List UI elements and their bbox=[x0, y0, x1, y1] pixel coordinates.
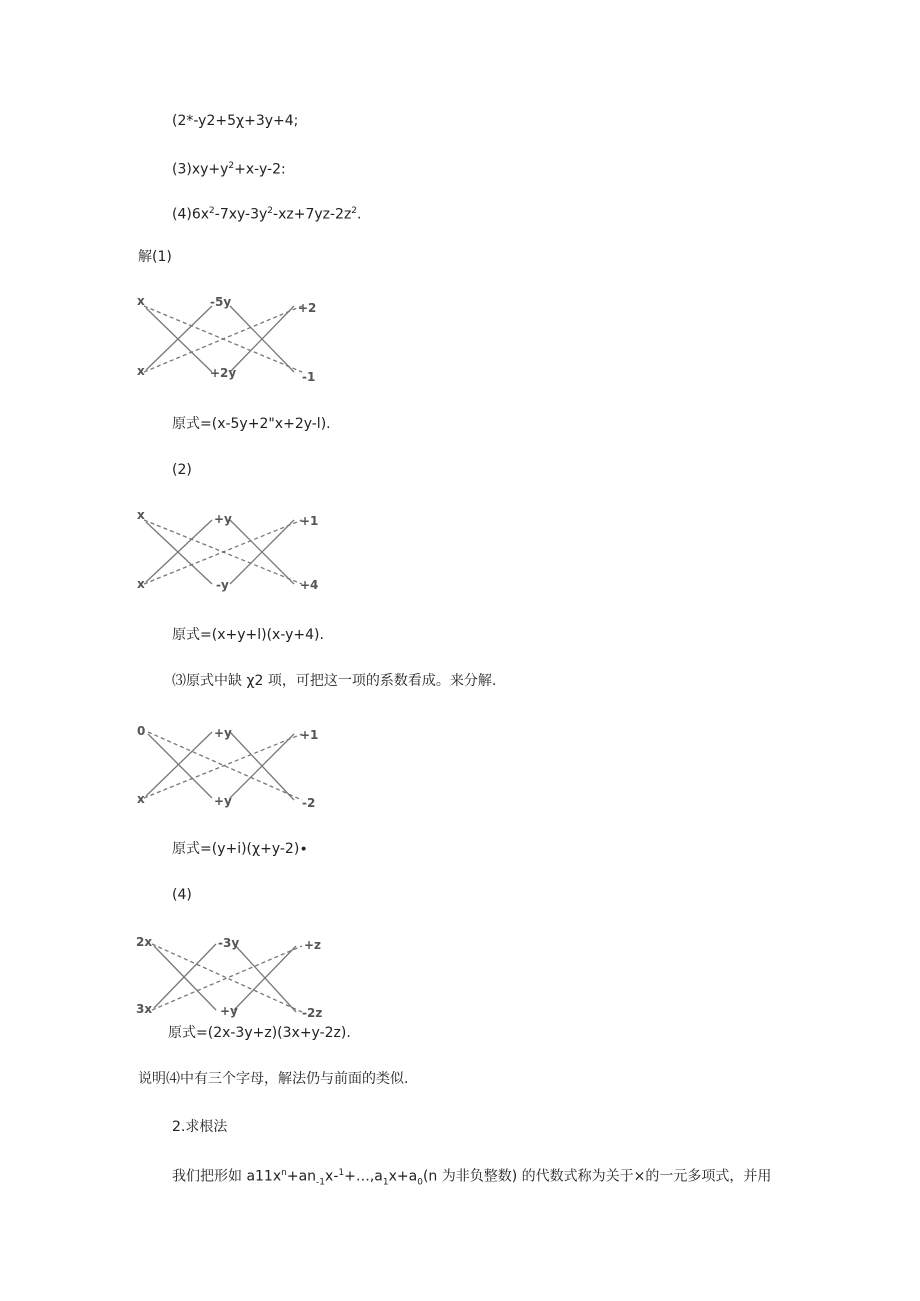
exponent: 2 bbox=[209, 206, 215, 216]
paragraph-line bbox=[172, 1164, 771, 1191]
equation-text: . bbox=[357, 206, 362, 223]
diagram-label-top-left: 0 bbox=[137, 724, 146, 738]
diagram-label-bottom-middle: +2y bbox=[210, 366, 237, 380]
diagram-label-bottom-middle: +y bbox=[220, 1004, 238, 1018]
diagram-label-bottom-right: -1 bbox=[302, 370, 316, 384]
result-line-1: 原式=(x-5y+2"x+2y-l). bbox=[172, 416, 331, 432]
solution-label-4: (4) bbox=[172, 887, 192, 903]
subscript: 0 bbox=[417, 1177, 423, 1188]
paragraph-text: 我们把形如 a11x bbox=[172, 1168, 282, 1185]
cross-diagram-1 bbox=[134, 292, 324, 387]
diagram-label-bottom-right: -2 bbox=[302, 796, 316, 810]
paragraph-text: +an bbox=[286, 1168, 317, 1185]
paragraph-text: x+a bbox=[388, 1168, 418, 1185]
equation-line-3 bbox=[172, 157, 286, 179]
diagram-label-bottom-middle: +y bbox=[214, 794, 232, 808]
result-line-4: 原式=(2x-3y+z)(3x+y-2z). bbox=[168, 1025, 351, 1041]
diagram-label-top-middle: -5y bbox=[210, 295, 232, 309]
exponent: 2 bbox=[267, 206, 274, 216]
equation-text: (3)xy+y bbox=[172, 161, 229, 178]
equation-line-2 bbox=[172, 112, 298, 130]
diagram-label-top-left: 2x bbox=[136, 935, 153, 949]
diagram-label-top-left: x bbox=[137, 294, 145, 308]
section-heading-2: 2.求根法 bbox=[172, 1119, 228, 1135]
cross-diagram-2 bbox=[134, 508, 324, 603]
subscript: 1 bbox=[382, 1177, 389, 1188]
diagram-label-top-right: +1 bbox=[300, 728, 319, 742]
equation-text: -7xy-3y bbox=[214, 206, 268, 223]
diagram-label-top-right: +2 bbox=[298, 301, 317, 315]
equation-text: +x-y-2: bbox=[234, 161, 286, 178]
diagram-label-bottom-left: x bbox=[137, 792, 145, 806]
diagram-label-top-middle: +y bbox=[214, 512, 232, 526]
diagram-label-top-right: +z bbox=[304, 938, 322, 952]
diagram-label-bottom-left: x bbox=[137, 577, 145, 591]
diagram-label-bottom-right: -2z bbox=[302, 1006, 323, 1020]
exponent: 1 bbox=[338, 1168, 345, 1178]
solution-label-2: (2) bbox=[172, 462, 192, 478]
paragraph-text: +…,a bbox=[344, 1168, 383, 1185]
diagram-label-top-left: x bbox=[137, 508, 145, 522]
diagram-label-bottom-left: 3x bbox=[136, 1002, 153, 1016]
solution-label-1: 解(1) bbox=[138, 249, 172, 265]
equation-text: (4)6x bbox=[172, 206, 210, 223]
diagram-label-top-middle: +y bbox=[214, 726, 232, 740]
equation-text: -xz+7yz-2z bbox=[273, 206, 352, 223]
result-line-3: 原式=(y+i)(χ+y-2)∙ bbox=[172, 841, 309, 857]
result-line-2: 原式=(x+y+l)(x-y+4). bbox=[172, 627, 324, 643]
diagram-label-top-right: +1 bbox=[300, 514, 319, 528]
diagram-label-bottom-left: x bbox=[137, 364, 145, 378]
equation-text: (2*-y2+5χ+3y+4; bbox=[172, 113, 299, 129]
exponent: n bbox=[281, 1168, 287, 1178]
diagram-label-top-middle: -3y bbox=[218, 936, 240, 950]
exponent: 2 bbox=[228, 161, 235, 171]
equation-line-4 bbox=[172, 202, 361, 224]
paragraph-text: x- bbox=[325, 1168, 339, 1185]
exponent: 2 bbox=[351, 206, 358, 216]
explanation-line: 说明⑷中有三个字母，解法仍与前面的类似. bbox=[138, 1071, 409, 1087]
diagram-label-bottom-right: +4 bbox=[300, 578, 319, 592]
cross-diagram-4 bbox=[134, 932, 324, 1027]
paragraph-text: (n 为非负整数) 的代数式称为关于×的一元多项式，并用 bbox=[422, 1168, 772, 1185]
subscript: -1 bbox=[316, 1177, 326, 1188]
diagram-label-bottom-middle: -y bbox=[216, 578, 229, 592]
note-line-3: ⑶原式中缺 χ2 项，可把这一项的系数看成。来分解. bbox=[172, 673, 497, 689]
cross-diagram-3 bbox=[134, 722, 324, 817]
